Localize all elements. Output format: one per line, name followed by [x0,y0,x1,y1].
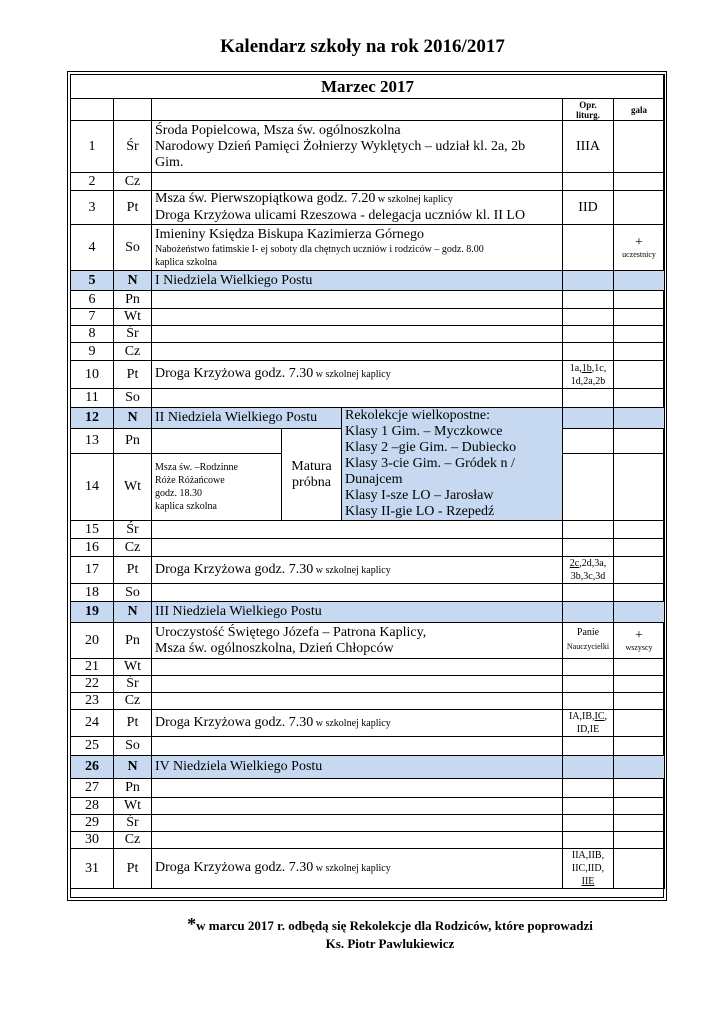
opr-cell [563,173,614,191]
table-row [71,779,665,798]
gala-cell [614,271,665,291]
opr-cell [563,429,614,454]
event-cell [152,798,563,815]
event-cell [152,623,563,659]
event-line: Droga Krzyżowa godz. 7.30 w szkolnej kaplicy [155,561,391,577]
gala-cell [614,557,665,584]
weekday: Cz [114,832,152,849]
opr-line: Nauczycielki [566,642,610,651]
table-row [71,659,665,676]
opr-cell [563,191,614,225]
weekday: Śr [114,815,152,832]
table-row [71,815,665,832]
day-number: 23 [71,693,114,710]
weekday: Wt [114,454,152,521]
opr-line: Panie [576,627,600,638]
retreat-cell [342,408,563,521]
opr-line: 1d,2a,2b [570,375,606,387]
weekday: N [114,271,152,291]
weekday: Pt [114,361,152,389]
weekday: So [114,225,152,271]
retreat-line: Klasy II-gie LO - Rzepedź [345,504,495,519]
weekday: Pn [114,291,152,309]
weekday: Śr [114,121,152,173]
weekday: Cz [114,539,152,557]
day-number: 15 [71,521,114,539]
event-line: Droga Krzyżowa ulicami Rzeszowa - delegacja uczniów kl. II LO [155,208,526,223]
event-cell [152,408,342,429]
gala-cell [614,361,665,389]
opr-line: IIA,IIB, [571,850,605,861]
weekday: Wt [114,659,152,676]
table-row [71,798,665,815]
event-cell [152,389,563,408]
opr-line: ID,IE [576,724,600,735]
table-row [71,832,665,849]
opr-line: IIC,IID, [571,863,605,874]
day-number: 9 [71,343,114,361]
event-cell [152,173,563,191]
gala-cell [614,121,665,173]
weekday: Cz [114,693,152,710]
weekday: Pt [114,710,152,737]
opr-cell [563,798,614,815]
day-number: 17 [71,557,114,584]
table-row [71,756,665,779]
day-number: 6 [71,291,114,309]
weekday: Śr [114,521,152,539]
event-cell [152,225,563,271]
event-cell [152,521,563,539]
matura-line: Matura [291,458,332,474]
table-row [71,676,665,693]
retreat-line: Dunajcem [345,472,403,487]
table-row [71,291,665,309]
event-line: kaplica szkolna [155,256,217,268]
event-cell [152,291,563,309]
table-row [71,710,665,737]
opr-cell [563,408,614,429]
opr-text: IIIA [575,138,601,154]
event-cell [152,191,563,225]
table-row [71,191,665,225]
gala-cell [614,756,665,779]
plus-mark: + [635,627,643,643]
event-cell [152,271,563,291]
retreat-line: Klasy 2 –gie Gim. – Dubiecko [345,440,517,455]
day-number: 12 [71,408,114,429]
opr-cell [563,737,614,756]
gala-note: wszyscy [625,642,653,652]
mass-line: godz. 18.30 [155,488,202,499]
mass-line: kaplica szkolna [155,501,217,512]
day-number: 21 [71,659,114,676]
matura-line: próbna [292,474,331,490]
gala-cell [614,693,665,710]
event-cell [152,832,563,849]
gala-cell [614,779,665,798]
day-number: 28 [71,798,114,815]
opr-text: IID [578,199,598,215]
weekday: Pn [114,623,152,659]
event-cell [152,539,563,557]
opr-cell [563,539,614,557]
opr-cell [563,584,614,602]
table-row [71,173,665,191]
table-row [71,539,665,557]
event-cell [152,309,563,326]
day-number: 2 [71,173,114,191]
weekday: So [114,584,152,602]
opr-cell [563,779,614,798]
gala-cell [614,584,665,602]
gala-cell [614,676,665,693]
gala-cell [614,225,665,271]
day-number: 10 [71,361,114,389]
mass-line: Msza św. –Rodzinne [155,462,238,473]
gala-cell [614,815,665,832]
retreat-line: Klasy I-sze LO – Jarosław [345,488,494,503]
event-note: w szkolnej kaplicy [313,717,391,729]
table-row [71,309,665,326]
opr-text: IA,IB, [568,711,595,722]
table-row [71,623,665,659]
gala-cell [614,291,665,309]
weekday: Pn [114,779,152,798]
event-cell [152,343,563,361]
table-row [71,557,665,584]
opr-cell [563,676,614,693]
opr-cell [563,271,614,291]
day-number: 22 [71,676,114,693]
gala-cell [614,737,665,756]
opr-cell [563,309,614,326]
event-cell [152,676,563,693]
opr-cell [563,815,614,832]
table-row [71,693,665,710]
opr-cell [563,659,614,676]
weekday: So [114,737,152,756]
weekday: Wt [114,309,152,326]
document-title: Kalendarz szkoły na rok 2016/2017 [220,36,505,57]
opr-cell [563,225,614,271]
event-cell [152,737,563,756]
event-cell [152,602,563,623]
table-row [71,271,665,291]
retreat-line: Klasy 3-cie Gim. – Gródek n / [345,456,515,471]
table-row [71,408,665,429]
day-number: 25 [71,737,114,756]
footnote: *w marcu 2017 r. odbędą się Rekolekcje dla Rodziców, które poprowadzi Ks. Piotr Pawlukiewicz [187,914,593,951]
gala-cell [614,408,665,429]
event-line: Nabożeństwo fatimskie I- ej soboty dla chętnych uczniów i rodziców – godz. 8.00 [155,243,484,255]
weekday: So [114,389,152,408]
month-heading: Marzec 2017 [71,75,665,99]
event-cell [152,659,563,676]
event-line: Droga Krzyżowa godz. 7.30 w szkolnej kaplicy [155,860,391,875]
opr-cell [563,602,614,623]
weekday: Pt [114,849,152,889]
event-text: II Niedziela Wielkiego Postu [155,410,318,425]
table-row [71,584,665,602]
gala-cell [614,710,665,737]
gala-cell [614,429,665,454]
day-number: 29 [71,815,114,832]
weekday: Pt [114,557,152,584]
weekday: N [114,602,152,623]
opr-line: 3b,3c,3d [570,571,606,582]
day-number: 20 [71,623,114,659]
event-line: Msza św. Pierwszopiątkowa godz. 7.20 w szkolnej kaplicy [155,191,453,206]
opr-text: 2c [569,558,580,569]
event-cell [152,584,563,602]
calendar-table [70,74,665,889]
event-cell [152,710,563,737]
opr-cell [563,361,614,389]
day-number: 18 [71,584,114,602]
day-number: 5 [71,271,114,291]
opr-cell [563,849,614,889]
opr-line [566,557,610,570]
table-row [71,521,665,539]
event-cell [152,361,563,389]
opr-cell [563,756,614,779]
gala-cell [614,173,665,191]
day-number: 13 [71,429,114,454]
gala-cell [614,309,665,326]
gala-cell [614,832,665,849]
opr-cell [563,710,614,737]
gala-cell [614,798,665,815]
gala-cell [614,623,665,659]
day-number: 24 [71,710,114,737]
table-row [71,361,665,389]
weekday: N [114,408,152,429]
column-header-row [71,99,665,121]
event-line: I Niedziela Wielkiego Postu [155,272,313,288]
opr-cell [563,454,614,521]
table-row [71,225,665,271]
gala-cell [614,191,665,225]
opr-line [566,362,610,375]
weekday: Pt [114,191,152,225]
weekday: N [114,756,152,779]
event-line: IV Niedziela Wielkiego Postu [155,759,323,774]
opr-liturg-header: Opr. liturg. [563,99,614,121]
table-row [71,602,665,623]
weekday: Pn [114,429,152,454]
event-line: Środa Popielcowa, Msza św. ogólnoszkolna [155,122,401,138]
day-number: 1 [71,121,114,173]
gala-note: uczestnicy [622,249,656,259]
opr-cell [563,693,614,710]
gala-cell [614,849,665,889]
table-row [71,737,665,756]
plus-mark: + [635,234,643,250]
weekday: Śr [114,676,152,693]
day-number: 16 [71,539,114,557]
gala-cell [614,389,665,408]
opr-cell [563,291,614,309]
day-number: 27 [71,779,114,798]
opr-cell [563,521,614,539]
opr-cell [563,557,614,584]
day-number: 31 [71,849,114,889]
day-number: 14 [71,454,114,521]
event-note: w szkolnej kaplicy [313,863,391,874]
retreat-line: Klasy 1 Gim. – Myczkowce [345,424,503,439]
opr-text: ,1c, [591,362,607,374]
opr-cell [563,326,614,343]
day-number: 7 [71,309,114,326]
event-line: Droga Krzyżowa godz. 7.30 w szkolnej kaplicy [155,714,391,730]
table-row [71,121,665,173]
matura-cell [282,429,342,521]
weekday: Śr [114,326,152,343]
event-cell [152,326,563,343]
retreat-line: Rekolekcje wielkopostne: [345,408,491,423]
opr-cell [563,121,614,173]
weekday: Cz [114,173,152,191]
opr-text: , [604,711,608,722]
event-cell [152,849,563,889]
event-line: Msza św. ogólnoszkolna, Dzień Chłopców [155,640,394,656]
weekday: Cz [114,343,152,361]
event-cell [152,815,563,832]
event-cell [152,779,563,798]
weekday: Wt [114,798,152,815]
opr-text: IC [594,711,605,722]
event-cell [152,557,563,584]
event-cell [152,121,563,173]
gala-cell [614,326,665,343]
mass-cell [152,454,282,521]
gala-cell [614,602,665,623]
gala-cell [614,521,665,539]
event-line: Imieniny Księdza Biskupa Kazimierza Górnego [155,226,425,242]
opr-text: 1b [581,362,592,374]
event-note: w szkolnej kaplicy [375,194,453,205]
day-number: 26 [71,756,114,779]
day-number: 4 [71,225,114,271]
table-row [71,326,665,343]
gala-cell [614,454,665,521]
table-row [71,389,665,408]
day-number: 30 [71,832,114,849]
event-line: Narodowy Dzień Pamięci Żołnierzy Wyklętych – udział kl. 2a, 2b [155,138,526,154]
opr-cell [563,343,614,361]
event-note: w szkolnej kaplicy [313,369,391,380]
day-number: 11 [71,389,114,408]
mass-line: Róże Różańcowe [155,475,225,486]
opr-cell [563,389,614,408]
day-number: 3 [71,191,114,225]
gala-cell [614,539,665,557]
gala-cell [614,343,665,361]
opr-text: 1a, [569,362,582,374]
day-number: 8 [71,326,114,343]
event-cell [152,693,563,710]
day-number: 19 [71,602,114,623]
opr-text: ,2d,3a, [579,558,607,569]
opr-line: IIE [581,876,595,887]
event-cell [152,756,563,779]
opr-cell [563,832,614,849]
opr-cell [563,623,614,659]
table-row [71,343,665,361]
gala-cell [614,659,665,676]
event-cell [152,429,282,454]
event-line: Droga Krzyżowa godz. 7.30 w szkolnej kaplicy [155,366,391,381]
table-row [71,849,665,889]
event-note: w szkolnej kaplicy [313,564,391,576]
gala-header: gala [614,99,665,121]
event-line: Uroczystość Świętego Józefa – Patrona Kaplicy, [155,624,427,640]
event-line: III Niedziela Wielkiego Postu [155,604,322,619]
opr-line [566,710,610,723]
event-line: Gim. [155,154,184,170]
